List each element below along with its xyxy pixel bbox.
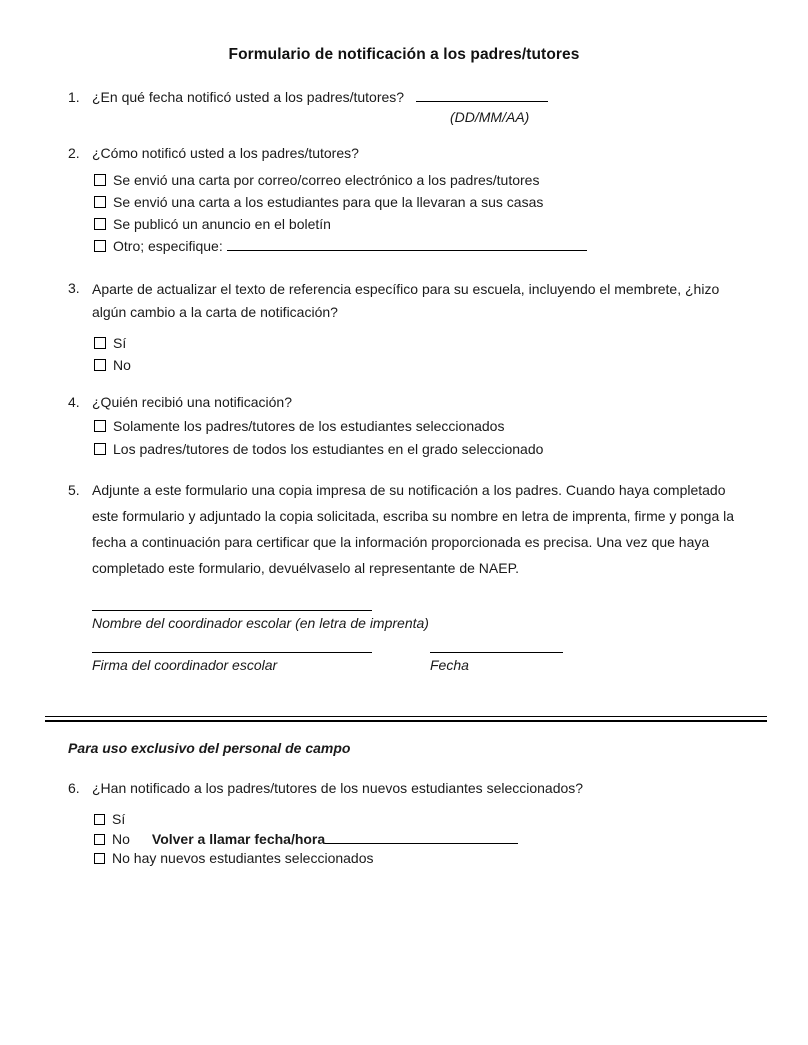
coordinator-name-label: Nombre del coordinador escolar (en letra de imprenta)	[92, 615, 429, 631]
checkbox[interactable]	[94, 240, 106, 252]
option-label: Otro; especifique:	[113, 238, 223, 254]
question-6	[68, 778, 768, 868]
question-3-text: Aparte de actualizar el texto de referencia específico para su escuela, incluyendo el membrete, ¿hizo algún cambio a la carta de notificación?	[92, 281, 720, 320]
q1-date-field[interactable]	[416, 87, 548, 102]
q2-option-bulletin	[94, 213, 768, 235]
option-label: Se envió una carta a los estudiantes para que la llevaran a sus casas	[113, 194, 544, 210]
q4-option-selected-students	[94, 415, 768, 438]
option-label: Sí	[112, 811, 126, 827]
question-1-text: ¿En qué fecha notificó usted a los padres/tutores?	[92, 89, 405, 105]
checkbox[interactable]	[94, 853, 105, 864]
option-label: No	[112, 831, 130, 847]
question-1	[68, 87, 768, 127]
option-label: Sí	[113, 335, 127, 351]
question-6-text: ¿Han notificado a los padres/tutores de los nuevos estudiantes seleccionados?	[92, 780, 584, 796]
q1-date-format-hint: (DD/MM/AA)	[450, 109, 530, 125]
option-label: No	[113, 357, 131, 373]
option-label: Se publicó un anuncio en el boletín	[113, 216, 331, 232]
recall-datetime-field[interactable]	[325, 829, 518, 844]
question-5-text: Adjunte a este formulario una copia impresa de su notificación a los padres. Cuando haya completado este formulario y adjuntado la copia solicitada, escriba su nombre en letra de imprenta, firme y ponga la fecha a continuación para certificar que la información proporcionada es precisa. Una vez que haya completado este formulario, devuélvaselo al representante de NAEP.	[92, 482, 735, 576]
checkbox[interactable]	[94, 174, 106, 186]
section-divider	[45, 716, 767, 722]
checkbox[interactable]	[94, 834, 105, 845]
checkbox[interactable]	[94, 814, 105, 825]
question-1-number: 1.	[68, 89, 80, 105]
signature-name-block	[92, 610, 808, 631]
signature-date-label: Fecha	[430, 657, 469, 673]
question-5-number: 5.	[68, 482, 80, 498]
coordinator-name-field[interactable]	[92, 610, 372, 611]
q6-option-yes	[94, 810, 768, 829]
q2-other-specify-field[interactable]	[227, 236, 587, 251]
coordinator-signature-field[interactable]	[92, 652, 372, 653]
question-3	[68, 278, 768, 376]
question-2	[68, 143, 768, 257]
option-label: Los padres/tutores de todos los estudiantes en el grado seleccionado	[113, 441, 544, 457]
checkbox[interactable]	[94, 359, 106, 371]
coordinator-signature-label: Firma del coordinador escolar	[92, 657, 278, 673]
checkbox[interactable]	[94, 196, 106, 208]
q2-option-other	[94, 235, 768, 257]
checkbox[interactable]	[94, 420, 106, 432]
q4-option-all-students	[94, 438, 768, 461]
question-3-number: 3.	[68, 280, 80, 296]
signature-date-block	[92, 652, 808, 673]
checkbox[interactable]	[94, 337, 106, 349]
q6-option-no	[94, 829, 768, 849]
signature-date-field[interactable]	[430, 652, 563, 653]
field-staff-section-heading: Para uso exclusivo del personal de campo	[68, 740, 351, 756]
question-2-text: ¿Cómo notificó usted a los padres/tutores?	[92, 145, 359, 161]
q6-option-no-new-students	[94, 849, 768, 868]
form-title: Formulario de notificación a los padres/tutores	[228, 46, 580, 63]
q3-option-yes	[94, 332, 768, 354]
question-4	[68, 392, 768, 461]
q2-option-letter-home	[94, 191, 768, 213]
question-4-number: 4.	[68, 394, 80, 410]
question-4-text: ¿Quién recibió una notificación?	[92, 394, 293, 410]
checkbox[interactable]	[94, 218, 106, 230]
question-2-number: 2.	[68, 145, 80, 161]
q3-option-no	[94, 354, 768, 376]
checkbox[interactable]	[94, 443, 106, 455]
option-label: Solamente los padres/tutores de los estudiantes seleccionados	[113, 418, 505, 434]
option-label: No hay nuevos estudiantes seleccionados	[112, 850, 374, 866]
recall-datetime-label: Volver a llamar fecha/hora	[151, 831, 326, 847]
question-5	[68, 477, 768, 581]
question-6-number: 6.	[68, 780, 80, 796]
option-label: Se envió una carta por correo/correo electrónico a los padres/tutores	[113, 172, 540, 188]
q2-option-letter-mailed	[94, 169, 768, 191]
